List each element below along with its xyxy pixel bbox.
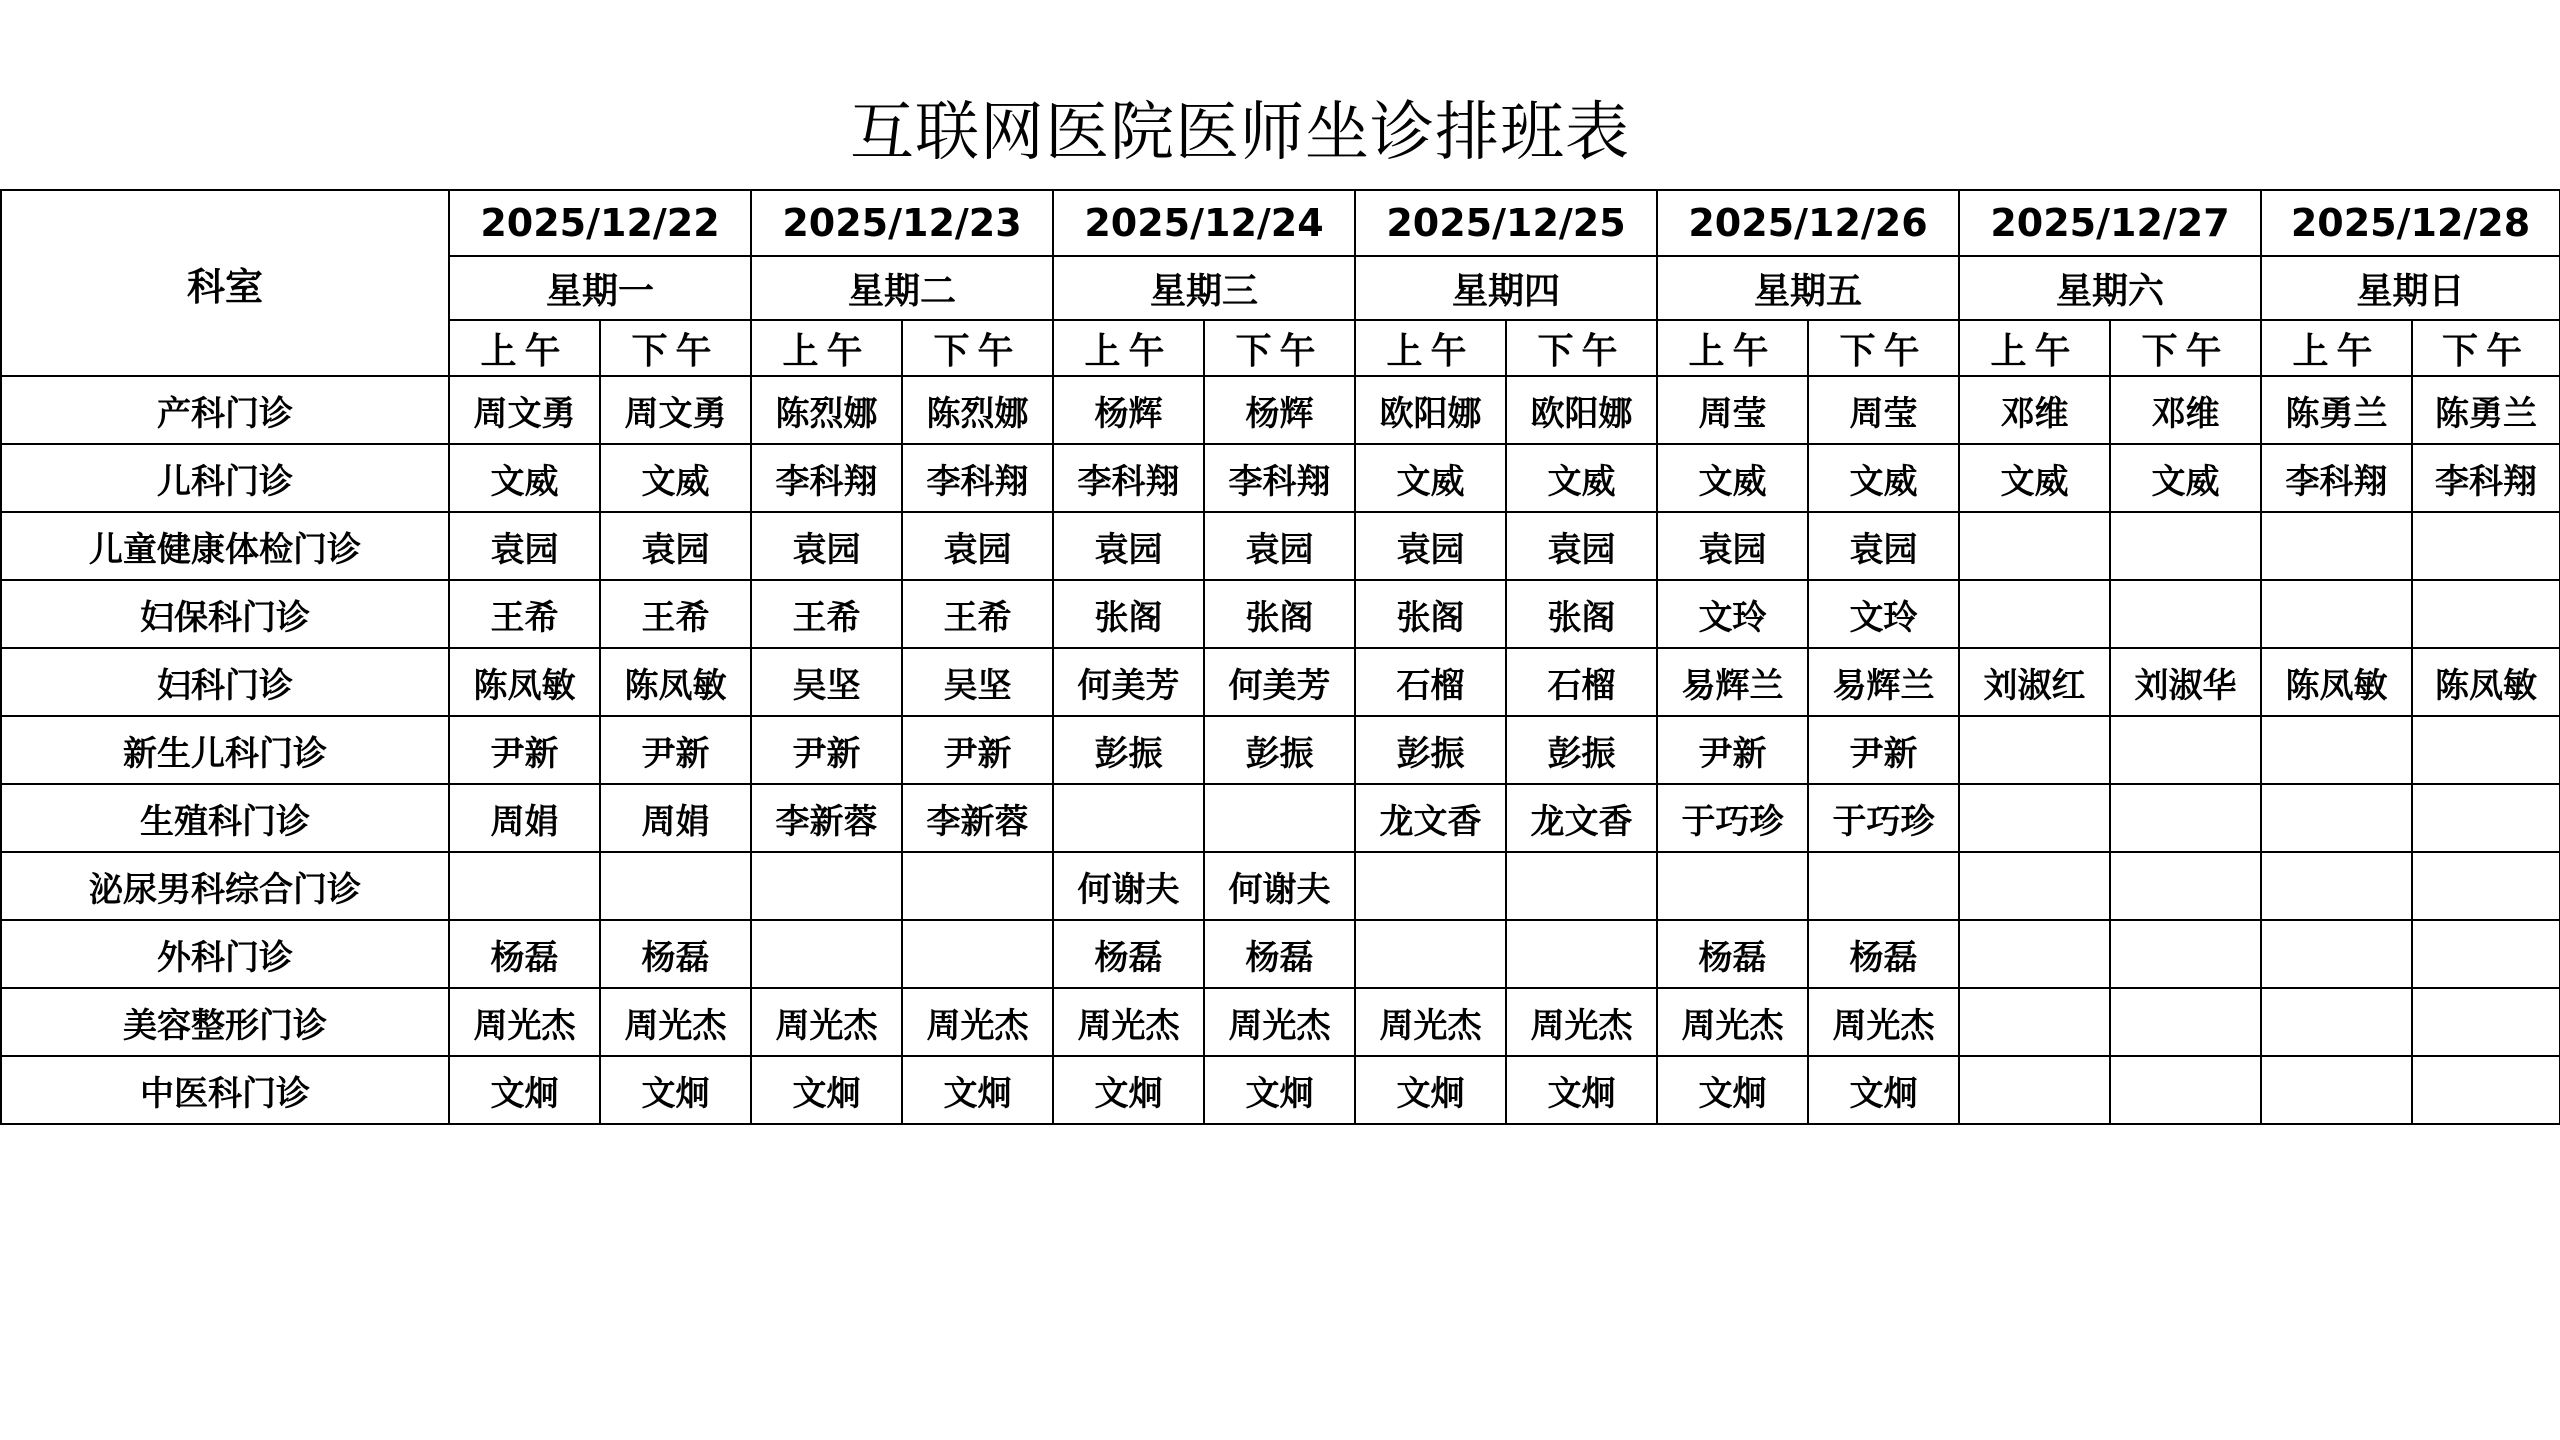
am-doctor-cell: 文威 [1657, 444, 1808, 512]
table-row [1, 444, 2560, 512]
pm-doctor-cell: 周娟 [600, 784, 751, 852]
pm-doctor-cell: 王希 [902, 580, 1053, 648]
am-doctor-cell [1053, 784, 1204, 852]
weekday-header: 星期日 [2261, 256, 2560, 320]
pm-doctor-cell [2412, 580, 2560, 648]
pm-doctor-cell: 邓维 [2110, 376, 2261, 444]
am-doctor-cell: 文威 [449, 444, 600, 512]
pm-doctor-cell [2110, 512, 2261, 580]
date-header: 2025/12/27 [1959, 190, 2261, 256]
pm-doctor-cell [1204, 784, 1355, 852]
am-doctor-cell [449, 852, 600, 920]
pm-doctor-cell: 周光杰 [1204, 988, 1355, 1056]
am-doctor-cell: 文威 [1959, 444, 2110, 512]
pm-doctor-cell [2110, 852, 2261, 920]
weekday-header: 星期三 [1053, 256, 1355, 320]
pm-doctor-cell: 周莹 [1808, 376, 1959, 444]
am-doctor-cell: 王希 [751, 580, 902, 648]
table-row [1, 988, 2560, 1056]
date-header: 2025/12/23 [751, 190, 1053, 256]
pm-doctor-cell: 于巧珍 [1808, 784, 1959, 852]
pm-doctor-cell: 欧阳娜 [1506, 376, 1657, 444]
dept-name: 泌尿男科综合门诊 [1, 852, 449, 920]
pm-doctor-cell: 尹新 [902, 716, 1053, 784]
pm-doctor-cell: 文炯 [902, 1056, 1053, 1124]
dept-name: 美容整形门诊 [1, 988, 449, 1056]
am-doctor-cell: 于巧珍 [1657, 784, 1808, 852]
dept-name: 产科门诊 [1, 376, 449, 444]
am-doctor-cell [1959, 852, 2110, 920]
pm-doctor-cell: 袁园 [600, 512, 751, 580]
pm-doctor-cell [2110, 784, 2261, 852]
am-header: 上午 [449, 320, 600, 376]
table-row [1, 716, 2560, 784]
pm-doctor-cell: 彭振 [1506, 716, 1657, 784]
pm-doctor-cell [2412, 1056, 2560, 1124]
am-doctor-cell: 陈凤敏 [2261, 648, 2412, 716]
am-doctor-cell [1959, 1056, 2110, 1124]
pm-header: 下午 [600, 320, 751, 376]
table-row [1, 784, 2560, 852]
pm-doctor-cell: 袁园 [1204, 512, 1355, 580]
pm-doctor-cell [600, 852, 751, 920]
am-doctor-cell [2261, 920, 2412, 988]
am-doctor-cell [1959, 716, 2110, 784]
am-doctor-cell [751, 920, 902, 988]
pm-doctor-cell [2412, 852, 2560, 920]
am-doctor-cell: 文威 [1355, 444, 1506, 512]
pm-doctor-cell: 陈勇兰 [2412, 376, 2560, 444]
date-header: 2025/12/25 [1355, 190, 1657, 256]
date-header: 2025/12/24 [1053, 190, 1355, 256]
dept-name: 生殖科门诊 [1, 784, 449, 852]
pm-header: 下午 [2412, 320, 2560, 376]
am-doctor-cell: 杨磊 [1053, 920, 1204, 988]
am-doctor-cell: 周光杰 [449, 988, 600, 1056]
pm-doctor-cell: 龙文香 [1506, 784, 1657, 852]
am-doctor-cell [1355, 852, 1506, 920]
pm-doctor-cell: 周光杰 [1506, 988, 1657, 1056]
pm-doctor-cell: 陈烈娜 [902, 376, 1053, 444]
pm-doctor-cell: 石榴 [1506, 648, 1657, 716]
am-doctor-cell: 文炯 [751, 1056, 902, 1124]
schedule-table [0, 189, 2560, 1125]
am-doctor-cell: 李新蓉 [751, 784, 902, 852]
schedule-body [1, 376, 2560, 1124]
am-doctor-cell: 尹新 [751, 716, 902, 784]
pm-doctor-cell: 杨磊 [1204, 920, 1355, 988]
weekday-header: 星期六 [1959, 256, 2261, 320]
am-doctor-cell: 彭振 [1355, 716, 1506, 784]
pm-doctor-cell: 何谢夫 [1204, 852, 1355, 920]
pm-doctor-cell: 文威 [1808, 444, 1959, 512]
am-doctor-cell: 周娟 [449, 784, 600, 852]
am-doctor-cell: 周文勇 [449, 376, 600, 444]
pm-doctor-cell: 陈凤敏 [2412, 648, 2560, 716]
pm-doctor-cell: 袁园 [1808, 512, 1959, 580]
pm-doctor-cell: 王希 [600, 580, 751, 648]
am-doctor-cell: 龙文香 [1355, 784, 1506, 852]
am-doctor-cell: 何美芳 [1053, 648, 1204, 716]
am-doctor-cell: 文炯 [449, 1056, 600, 1124]
pm-doctor-cell: 杨辉 [1204, 376, 1355, 444]
am-doctor-cell: 李科翔 [1053, 444, 1204, 512]
am-doctor-cell [1959, 580, 2110, 648]
am-doctor-cell [1657, 852, 1808, 920]
pm-header: 下午 [902, 320, 1053, 376]
am-doctor-cell: 文炯 [1053, 1056, 1204, 1124]
am-doctor-cell: 吴坚 [751, 648, 902, 716]
pm-doctor-cell [2412, 512, 2560, 580]
am-doctor-cell [751, 852, 902, 920]
am-doctor-cell: 周光杰 [751, 988, 902, 1056]
table-row [1, 648, 2560, 716]
am-doctor-cell: 刘淑红 [1959, 648, 2110, 716]
table-row [1, 1056, 2560, 1124]
am-doctor-cell [2261, 716, 2412, 784]
pm-doctor-cell [1506, 920, 1657, 988]
am-doctor-cell [2261, 784, 2412, 852]
pm-doctor-cell: 袁园 [902, 512, 1053, 580]
table-row [1, 852, 2560, 920]
pm-doctor-cell: 李新蓉 [902, 784, 1053, 852]
am-doctor-cell [2261, 852, 2412, 920]
pm-doctor-cell: 文炯 [1204, 1056, 1355, 1124]
table-row [1, 920, 2560, 988]
dept-column-header: 科室 [1, 190, 449, 376]
am-doctor-cell [2261, 1056, 2412, 1124]
am-doctor-cell [2261, 988, 2412, 1056]
am-doctor-cell: 张阁 [1355, 580, 1506, 648]
weekday-header: 星期一 [449, 256, 751, 320]
dept-name: 妇保科门诊 [1, 580, 449, 648]
pm-doctor-cell [2412, 988, 2560, 1056]
am-doctor-cell: 李科翔 [751, 444, 902, 512]
am-header: 上午 [1657, 320, 1808, 376]
pm-doctor-cell [1506, 852, 1657, 920]
pm-doctor-cell: 张阁 [1506, 580, 1657, 648]
am-doctor-cell [1959, 988, 2110, 1056]
weekday-header: 星期五 [1657, 256, 1959, 320]
am-doctor-cell: 袁园 [449, 512, 600, 580]
am-doctor-cell: 陈凤敏 [449, 648, 600, 716]
pm-doctor-cell [1808, 852, 1959, 920]
pm-doctor-cell [2110, 580, 2261, 648]
am-doctor-cell: 杨磊 [449, 920, 600, 988]
am-doctor-cell: 陈烈娜 [751, 376, 902, 444]
pm-doctor-cell [902, 920, 1053, 988]
pm-doctor-cell: 吴坚 [902, 648, 1053, 716]
pm-doctor-cell: 杨磊 [1808, 920, 1959, 988]
am-doctor-cell [1355, 920, 1506, 988]
am-doctor-cell: 袁园 [751, 512, 902, 580]
am-header: 上午 [1959, 320, 2110, 376]
am-header: 上午 [2261, 320, 2412, 376]
am-doctor-cell: 文玲 [1657, 580, 1808, 648]
pm-doctor-cell: 陈凤敏 [600, 648, 751, 716]
pm-header: 下午 [1204, 320, 1355, 376]
dept-name: 新生儿科门诊 [1, 716, 449, 784]
pm-doctor-cell: 周光杰 [600, 988, 751, 1056]
am-doctor-cell: 尹新 [449, 716, 600, 784]
am-doctor-cell: 石榴 [1355, 648, 1506, 716]
pm-doctor-cell [2110, 920, 2261, 988]
pm-doctor-cell: 文威 [2110, 444, 2261, 512]
pm-doctor-cell: 尹新 [600, 716, 751, 784]
am-doctor-cell: 文炯 [1657, 1056, 1808, 1124]
am-doctor-cell: 文炯 [1355, 1056, 1506, 1124]
table-row [1, 376, 2560, 444]
pm-doctor-cell: 文炯 [1506, 1056, 1657, 1124]
date-header: 2025/12/22 [449, 190, 751, 256]
am-doctor-cell: 袁园 [1053, 512, 1204, 580]
pm-doctor-cell: 何美芳 [1204, 648, 1355, 716]
pm-doctor-cell [2110, 988, 2261, 1056]
am-doctor-cell: 李科翔 [2261, 444, 2412, 512]
pm-doctor-cell: 文炯 [1808, 1056, 1959, 1124]
am-header: 上午 [1355, 320, 1506, 376]
pm-doctor-cell: 杨磊 [600, 920, 751, 988]
pm-doctor-cell: 周光杰 [902, 988, 1053, 1056]
am-doctor-cell: 周光杰 [1657, 988, 1808, 1056]
pm-doctor-cell [2412, 784, 2560, 852]
pm-doctor-cell: 李科翔 [1204, 444, 1355, 512]
date-header: 2025/12/26 [1657, 190, 1959, 256]
am-doctor-cell: 彭振 [1053, 716, 1204, 784]
pm-doctor-cell: 易辉兰 [1808, 648, 1959, 716]
dept-name: 妇科门诊 [1, 648, 449, 716]
pm-doctor-cell: 文玲 [1808, 580, 1959, 648]
pm-doctor-cell: 文炯 [600, 1056, 751, 1124]
pm-doctor-cell: 尹新 [1808, 716, 1959, 784]
am-header: 上午 [1053, 320, 1204, 376]
date-header-row [1, 190, 2560, 256]
pm-doctor-cell [2110, 716, 2261, 784]
table-row [1, 512, 2560, 580]
pm-doctor-cell [2412, 920, 2560, 988]
am-doctor-cell: 杨辉 [1053, 376, 1204, 444]
pm-doctor-cell [902, 852, 1053, 920]
pm-doctor-cell: 张阁 [1204, 580, 1355, 648]
pm-header: 下午 [2110, 320, 2261, 376]
am-doctor-cell: 袁园 [1355, 512, 1506, 580]
am-doctor-cell: 欧阳娜 [1355, 376, 1506, 444]
pm-doctor-cell: 彭振 [1204, 716, 1355, 784]
weekday-header: 星期二 [751, 256, 1053, 320]
page-title: 互联网医院医师坐诊排班表 [850, 96, 1630, 170]
am-doctor-cell [2261, 512, 2412, 580]
weekday-header: 星期四 [1355, 256, 1657, 320]
am-doctor-cell: 杨磊 [1657, 920, 1808, 988]
pm-doctor-cell: 文威 [1506, 444, 1657, 512]
pm-doctor-cell [2412, 716, 2560, 784]
pm-doctor-cell: 文威 [600, 444, 751, 512]
am-doctor-cell: 陈勇兰 [2261, 376, 2412, 444]
pm-doctor-cell: 李科翔 [902, 444, 1053, 512]
pm-doctor-cell: 袁园 [1506, 512, 1657, 580]
am-doctor-cell [1959, 784, 2110, 852]
am-doctor-cell [1959, 920, 2110, 988]
am-doctor-cell: 张阁 [1053, 580, 1204, 648]
pm-doctor-cell: 李科翔 [2412, 444, 2560, 512]
pm-header: 下午 [1808, 320, 1959, 376]
pm-header: 下午 [1506, 320, 1657, 376]
am-doctor-cell: 邓维 [1959, 376, 2110, 444]
date-header: 2025/12/28 [2261, 190, 2560, 256]
am-doctor-cell: 尹新 [1657, 716, 1808, 784]
am-doctor-cell: 周莹 [1657, 376, 1808, 444]
pm-doctor-cell: 周文勇 [600, 376, 751, 444]
pm-doctor-cell: 刘淑华 [2110, 648, 2261, 716]
dept-name: 儿科门诊 [1, 444, 449, 512]
am-header: 上午 [751, 320, 902, 376]
am-doctor-cell [2261, 580, 2412, 648]
am-doctor-cell: 袁园 [1657, 512, 1808, 580]
pm-doctor-cell [2110, 1056, 2261, 1124]
am-doctor-cell: 何谢夫 [1053, 852, 1204, 920]
dept-name: 儿童健康体检门诊 [1, 512, 449, 580]
am-doctor-cell: 王希 [449, 580, 600, 648]
am-doctor-cell: 周光杰 [1355, 988, 1506, 1056]
pm-doctor-cell: 周光杰 [1808, 988, 1959, 1056]
dept-name: 中医科门诊 [1, 1056, 449, 1124]
am-doctor-cell: 易辉兰 [1657, 648, 1808, 716]
table-row [1, 580, 2560, 648]
dept-name: 外科门诊 [1, 920, 449, 988]
am-doctor-cell [1959, 512, 2110, 580]
am-doctor-cell: 周光杰 [1053, 988, 1204, 1056]
